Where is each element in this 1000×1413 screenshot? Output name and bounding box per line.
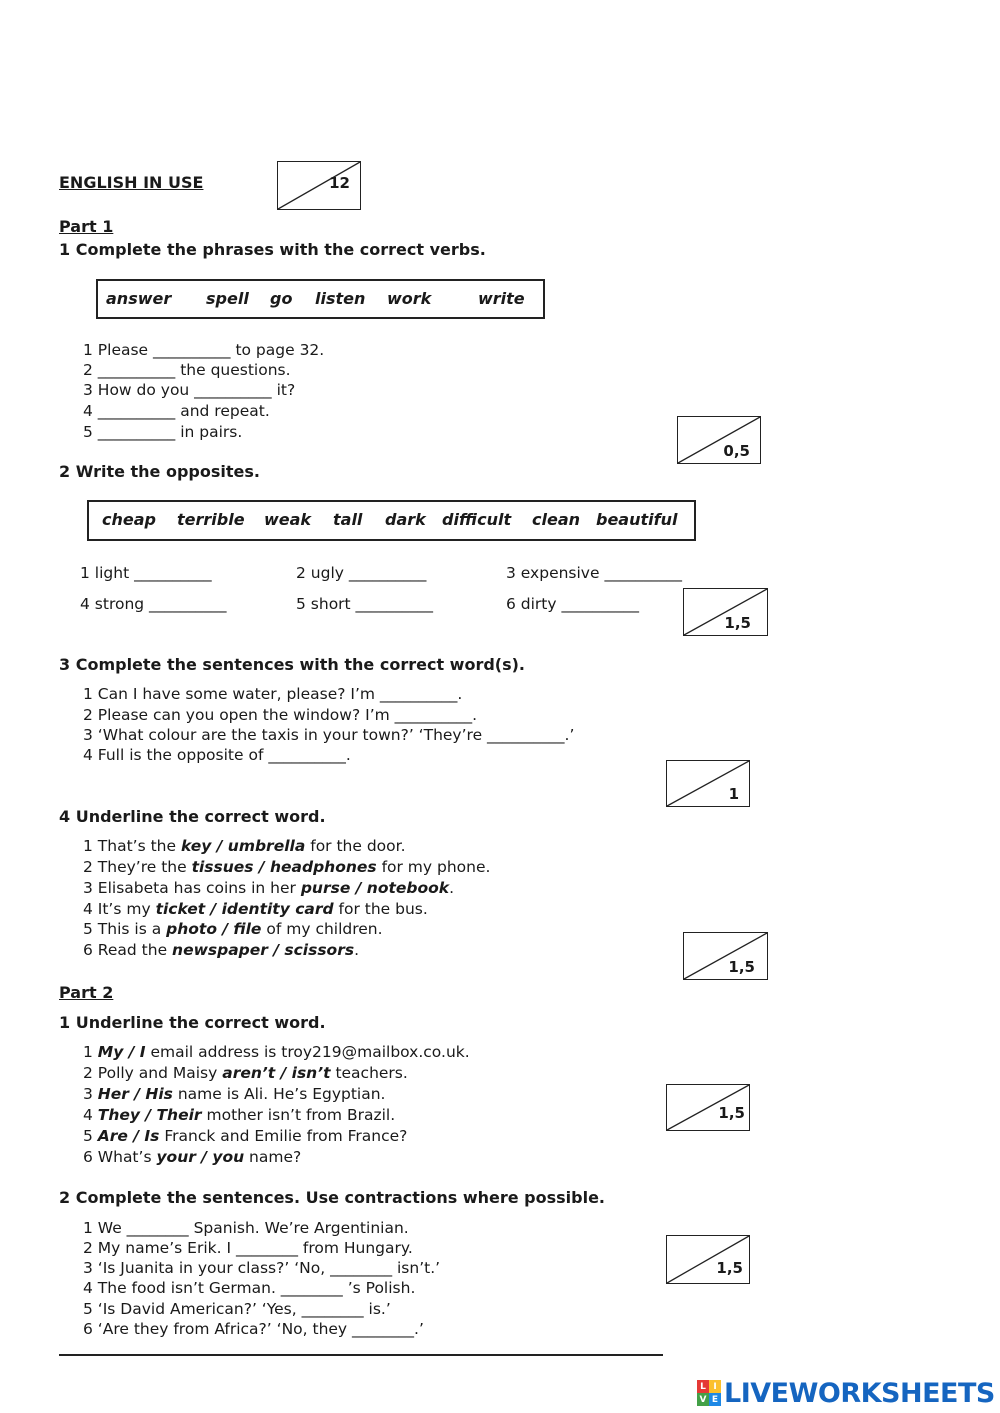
word-box-item: terrible xyxy=(177,510,245,529)
score-box xyxy=(683,588,768,636)
exercise-item: 4 Full is the opposite of __________. xyxy=(83,746,351,764)
word-box-item: listen xyxy=(315,289,366,308)
word-choice[interactable]: newspaper / scissors xyxy=(172,941,355,959)
exercise-item: 3 Elisabeta has coins in her purse / notebook. xyxy=(83,879,455,897)
bottom-divider xyxy=(59,1354,663,1356)
liveworksheets-logo[interactable] xyxy=(697,1378,995,1408)
p2-ex2-instruction: 2 Complete the sentences. Use contractions where possible. xyxy=(59,1188,606,1207)
p1-ex1-instruction: 1 Complete the phrases with the correct verbs. xyxy=(59,240,486,259)
word-box-item: write xyxy=(478,289,525,308)
word-choice[interactable]: photo / file xyxy=(166,920,262,938)
word-box-item: difficult xyxy=(442,510,512,529)
exercise-item: 3 Her / His name is Ali. He’s Egyptian. xyxy=(83,1085,386,1103)
exercise-item: 4 They / Their mother isn’t from Brazil. xyxy=(83,1106,396,1124)
exercise-item: 6 Read the newspaper / scissors. xyxy=(83,941,360,959)
word-choice[interactable]: key / umbrella xyxy=(180,837,306,855)
word-box-item: beautiful xyxy=(596,510,678,529)
word-box-item: tall xyxy=(333,510,363,529)
score-box xyxy=(677,416,761,464)
word-box-item: spell xyxy=(206,289,249,308)
score-value: 1,5 xyxy=(728,958,755,976)
section-title: ENGLISH IN USE xyxy=(59,173,204,192)
word-box-item: clean xyxy=(532,510,581,529)
total-score-value: 12 xyxy=(329,174,350,192)
total-score-box xyxy=(277,161,361,210)
score-value: 1 xyxy=(728,785,739,803)
exercise-item: 3 expensive __________ xyxy=(506,564,682,582)
logo-text: LIVEWORKSHEETS xyxy=(724,1377,995,1409)
word-choice[interactable]: Her / His xyxy=(97,1085,173,1103)
word-choice[interactable]: Are / Is xyxy=(97,1127,160,1145)
p1-ex2-instruction: 2 Write the opposites. xyxy=(59,462,260,481)
exercise-item: 6 ‘Are they from Africa?’ ‘No, they ________.’ xyxy=(83,1320,424,1338)
exercise-item: 4 __________ and repeat. xyxy=(83,402,270,420)
word-choice[interactable]: tissues / headphones xyxy=(191,858,377,876)
word-box-item: work xyxy=(387,289,432,308)
p1-ex4-instruction: 4 Underline the correct word. xyxy=(59,807,326,826)
exercise-item: 1 light __________ xyxy=(80,564,212,582)
score-value: 1,5 xyxy=(716,1259,743,1277)
exercise-item: 5 ‘Is David American?’ ‘Yes, ________ is.’ xyxy=(83,1300,391,1318)
part1-label: Part 1 xyxy=(59,217,114,236)
score-box xyxy=(683,932,768,980)
word-choice[interactable]: ticket / identity card xyxy=(155,900,334,918)
word-choice[interactable]: They / Their xyxy=(97,1106,202,1124)
score-box xyxy=(666,1084,750,1131)
word-box-item: go xyxy=(270,289,293,308)
exercise-item: 2 They’re the tissues / headphones for my phone. xyxy=(83,858,491,876)
part2-label: Part 2 xyxy=(59,983,114,1002)
exercise-item: 6 What’s your / you name? xyxy=(83,1148,302,1166)
score-box xyxy=(666,1235,750,1284)
word-box-item: weak xyxy=(264,510,312,529)
exercise-item: 4 The food isn’t German. ________ ’s Polish. xyxy=(83,1279,416,1297)
score-value: 1,5 xyxy=(718,1104,745,1122)
exercise-item: 4 strong __________ xyxy=(80,595,227,613)
exercise-item: 3 How do you __________ it? xyxy=(83,381,296,399)
score-slash xyxy=(684,933,769,981)
word-box-item: dark xyxy=(385,510,426,529)
exercise-item: 1 Can I have some water, please? I’m __________. xyxy=(83,685,463,703)
exercise-item: 2 My name’s Erik. I ________ from Hungary. xyxy=(83,1239,413,1257)
exercise-item: 3 ‘What colour are the taxis in your town?’ ‘They’re __________.’ xyxy=(83,726,575,744)
p2-ex1-instruction: 1 Underline the correct word. xyxy=(59,1013,326,1032)
exercise-item: 5 __________ in pairs. xyxy=(83,423,243,441)
exercise-item: 1 We ________ Spanish. We’re Argentinian. xyxy=(83,1219,409,1237)
score-box xyxy=(666,760,750,807)
p1-ex3-instruction: 3 Complete the sentences with the correct word(s). xyxy=(59,655,526,674)
word-box-item: cheap xyxy=(102,510,156,529)
exercise-item: 2 Polly and Maisy aren’t / isn’t teachers. xyxy=(83,1064,408,1082)
exercise-item: 5 This is a photo / file of my children. xyxy=(83,920,383,938)
exercise-item: 6 dirty __________ xyxy=(506,595,639,613)
exercise-item: 4 It’s my ticket / identity card for the bus. xyxy=(83,900,428,918)
exercise-item: 2 Please can you open the window? I’m __________. xyxy=(83,706,478,724)
exercise-item: 5 Are / Is Franck and Emilie from France? xyxy=(83,1127,408,1145)
exercise-item: 2 ugly __________ xyxy=(296,564,427,582)
p1-ex1-word-box xyxy=(96,279,545,319)
exercise-item: 2 __________ the questions. xyxy=(83,361,291,379)
exercise-item: 1 That’s the key / umbrella for the door. xyxy=(83,837,406,855)
logo-mark-icon: L I V E xyxy=(697,1380,721,1406)
word-choice[interactable]: aren’t / isn’t xyxy=(222,1064,331,1082)
word-choice[interactable]: purse / notebook xyxy=(300,879,450,897)
word-choice[interactable]: My / I xyxy=(97,1043,146,1061)
score-value: 1,5 xyxy=(724,614,751,632)
exercise-item: 1 My / I email address is troy219@mailbox.co.uk. xyxy=(83,1043,470,1061)
p1-ex2-word-box xyxy=(87,500,696,541)
exercise-item: 3 ‘Is Juanita in your class?’ ‘No, ________ isn’t.’ xyxy=(83,1259,441,1277)
exercise-item: 1 Please __________ to page 32. xyxy=(83,341,325,359)
score-value: 0,5 xyxy=(723,442,750,460)
word-choice[interactable]: your / you xyxy=(156,1148,245,1166)
word-box-item: answer xyxy=(106,289,172,308)
exercise-item: 5 short __________ xyxy=(296,595,434,613)
